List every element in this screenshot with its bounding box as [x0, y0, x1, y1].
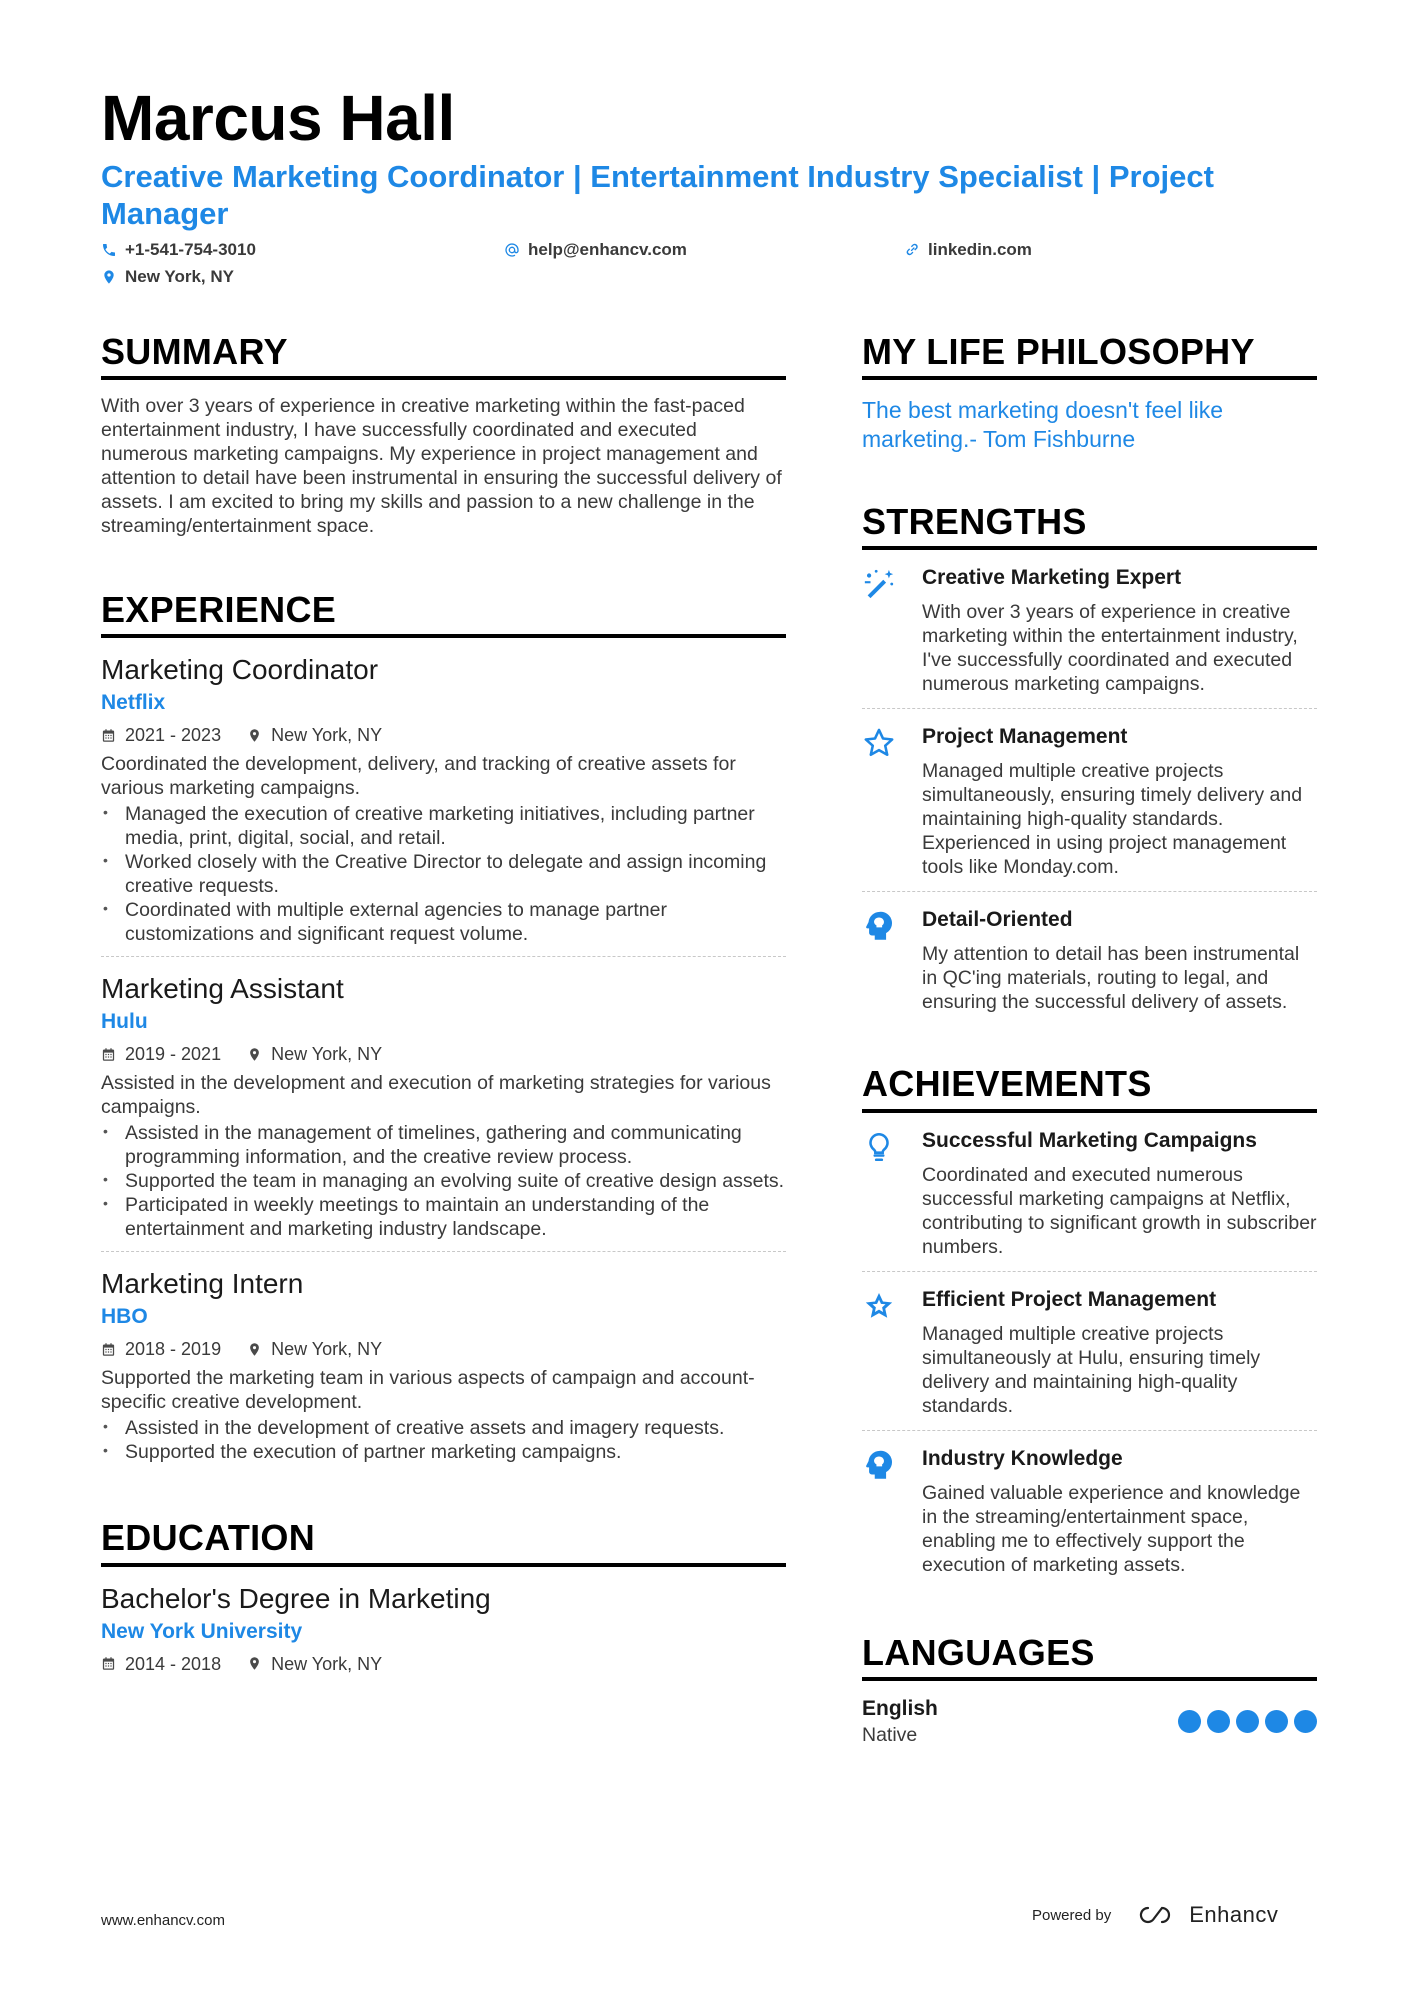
linkedin-text: linkedin.com: [928, 240, 1032, 259]
job-title: Marketing Assistant: [101, 973, 344, 1005]
strength-item: [862, 550, 1317, 709]
job-location-text: New York, NY: [271, 1339, 383, 1360]
education-location: [247, 1651, 382, 1677]
experience-section: [101, 588, 786, 1474]
job-entry: [101, 638, 786, 957]
contact-phone[interactable]: [101, 240, 256, 260]
rating-dot: [1178, 1710, 1201, 1733]
location-pin-icon: [247, 1342, 262, 1357]
achievement-title: Efficient Project Management: [922, 1287, 1217, 1311]
job-location-text: New York, NY: [271, 725, 383, 746]
achievements-heading: ACHIEVEMENTS: [862, 1062, 1317, 1112]
education-meta: [101, 1651, 786, 1677]
contact-email[interactable]: [504, 240, 687, 260]
phone-icon: [101, 242, 117, 258]
education-location-text: New York, NY: [271, 1653, 383, 1674]
education-heading: EDUCATION: [101, 1516, 786, 1566]
summary-heading: SUMMARY: [101, 330, 786, 380]
philosophy-heading: MY LIFE PHILOSOPHY: [862, 330, 1317, 380]
job-dates-text: 2018 - 2019: [125, 1339, 222, 1360]
languages-heading: LANGUAGES: [862, 1631, 1317, 1681]
achievement-item: [862, 1431, 1317, 1589]
strength-item: [862, 892, 1317, 1026]
calendar-icon: [101, 1656, 116, 1671]
brand-name: Enhancv: [1189, 1902, 1279, 1927]
star-outline-icon: [862, 726, 896, 760]
languages-section: [862, 1631, 1317, 1748]
summary-section: [101, 330, 786, 538]
strength-text: Managed multiple creative projects simultaneously, ensuring timely delivery and maintaining high-quality standards. Experienced in using project management tools like Monday.com.: [922, 760, 1303, 879]
education-entry: [101, 1567, 786, 1687]
degree-title: Bachelor's Degree in Marketing: [101, 1582, 491, 1614]
enhancv-logo-icon: [1137, 1904, 1181, 1926]
phone-text: +1-541-754-3010: [125, 240, 256, 259]
philosophy-section: [862, 330, 1317, 454]
achievement-title: Industry Knowledge: [922, 1446, 1123, 1470]
left-column: [101, 330, 786, 1687]
strengths-heading: STRENGTHS: [862, 500, 1317, 550]
magic-wand-icon: [862, 567, 896, 601]
location-pin-icon: [247, 1047, 262, 1062]
bullet-item: • Supported the team in managing an evolving suite of creative design assets.: [101, 1169, 786, 1193]
philosophy-quote: The best marketing doesn't feel like marketing.- Tom Fishburne: [862, 397, 1224, 453]
summary-text: With over 3 years of experience in creative marketing within the fast-paced entertainment industry, I have successfully coordinated and executed numerous marketing campaigns. My experience in project management and attention to detail have been instrumental in ensuring the successful delivery of assets. I am excited to bring my skills and passion to a new challenge in the streaming/entertainment space.: [101, 395, 782, 538]
experience-heading: EXPERIENCE: [101, 588, 786, 638]
job-location: [247, 1041, 382, 1067]
candidate-title: Creative Marketing Coordinator | Entertainment Industry Specialist | Project Manager: [101, 159, 1214, 231]
job-bullets: [101, 1121, 786, 1241]
job-dates-text: 2021 - 2023: [125, 725, 222, 746]
rating-dot: [1265, 1710, 1288, 1733]
strength-text: With over 3 years of experience in creative marketing within the entertainment industry, I've successfully coordinated and executed numerous marketing campaigns.: [922, 601, 1298, 696]
achievement-item: [862, 1113, 1317, 1272]
job-meta: [101, 1336, 786, 1362]
bullet-item: • Assisted in the management of timelines, gathering and communicating programming information, and the creative review process.: [101, 1121, 786, 1169]
footer-website[interactable]: www.enhancv.com: [101, 1912, 225, 1929]
job-location: [247, 722, 382, 748]
language-item: [862, 1695, 1317, 1748]
rating-dot: [1236, 1710, 1259, 1733]
link-icon: [904, 242, 920, 258]
education-dates: [101, 1651, 221, 1677]
language-rating: [1178, 1710, 1317, 1733]
job-meta: [101, 1041, 786, 1067]
achievement-item: [862, 1272, 1317, 1431]
contact-location: [101, 267, 234, 287]
achievements-section: [862, 1062, 1317, 1588]
bullet-item: • Assisted in the development of creative assets and imagery requests.: [101, 1416, 786, 1440]
strengths-section: [862, 500, 1317, 1026]
job-description: Coordinated the development, delivery, and tracking of creative assets for various marketing campaigns.: [101, 753, 736, 800]
school-name: New York University: [101, 1619, 303, 1643]
language-name: English: [862, 1696, 938, 1720]
location-pin-icon: [101, 269, 117, 285]
location-pin-icon: [247, 1656, 262, 1671]
lightbulb-icon: [862, 1130, 896, 1164]
job-title: Marketing Intern: [101, 1268, 304, 1300]
contact-linkedin[interactable]: [904, 240, 1032, 260]
strength-title: Detail-Oriented: [922, 908, 1073, 932]
rating-dot: [1207, 1710, 1230, 1733]
location-text: New York, NY: [125, 267, 234, 286]
job-entry: [101, 1252, 786, 1474]
job-title: Marketing Coordinator: [101, 654, 379, 686]
email-text: help@enhancv.com: [528, 240, 687, 259]
brand-logo: [1137, 1902, 1278, 1928]
footer-powered-by[interactable]: [1032, 1902, 1278, 1928]
job-description: Assisted in the development and execution of marketing strategies for various campaigns.: [101, 1072, 771, 1119]
job-bullets: [101, 1416, 786, 1464]
powered-by-text: Powered by: [1032, 1906, 1112, 1924]
achievement-text: Managed multiple creative projects simultaneously at Hulu, ensuring timely delivery and maintaining high-quality standards.: [922, 1322, 1261, 1417]
job-location: [247, 1336, 382, 1362]
strength-title: Project Management: [922, 725, 1128, 749]
job-location-text: New York, NY: [271, 1044, 383, 1065]
candidate-name: Marcus Hall: [101, 82, 455, 154]
job-entry: [101, 957, 786, 1252]
job-description: Supported the marketing team in various aspects of campaign and account-specific creative development.: [101, 1367, 755, 1414]
bullet-item: • Supported the execution of partner marketing campaigns.: [101, 1440, 786, 1464]
job-dates: [101, 1336, 221, 1362]
job-dates: [101, 722, 221, 748]
bullet-item: • Worked closely with the Creative Director to delegate and assign incoming creative requests.: [101, 850, 786, 898]
achievement-text: Gained valuable experience and knowledge in the streaming/entertainment space, enabling me to effectively support the execution of marketing assets.: [922, 1481, 1301, 1576]
star-icon: [862, 1289, 896, 1323]
education-dates-text: 2014 - 2018: [125, 1653, 222, 1674]
achievement-title: Successful Marketing Campaigns: [922, 1128, 1257, 1152]
bullet-item: • Coordinated with multiple external agencies to manage partner customizations and significant request volume.: [101, 898, 786, 946]
company-name: HBO: [101, 1305, 148, 1329]
achievement-text: Coordinated and executed numerous successful marketing campaigns at Netflix, contributing to significant growth in subscriber numbers.: [922, 1163, 1317, 1258]
calendar-icon: [101, 1342, 116, 1357]
bullet-item: • Managed the execution of creative marketing initiatives, including partner media, print, digital, social, and retail.: [101, 802, 786, 850]
calendar-icon: [101, 728, 116, 743]
rating-dot: [1294, 1710, 1317, 1733]
education-section: [101, 1516, 786, 1686]
job-bullets: [101, 802, 786, 946]
calendar-icon: [101, 1047, 116, 1062]
strength-text: My attention to detail has been instrumental in QC'ing materials, routing to legal, and ensuring the successful delivery of assets.: [922, 943, 1300, 1014]
job-dates-text: 2019 - 2021: [125, 1044, 222, 1065]
head-brain-icon: [862, 1448, 896, 1482]
location-pin-icon: [247, 728, 262, 743]
job-dates: [101, 1041, 221, 1067]
company-name: Netflix: [101, 691, 166, 715]
bullet-item: • Participated in weekly meetings to maintain an understanding of the entertainment and marketing industry landscape.: [101, 1193, 786, 1241]
strength-item: [862, 709, 1317, 892]
at-icon: [504, 242, 520, 258]
head-brain-icon: [862, 909, 896, 943]
job-meta: [101, 722, 786, 748]
company-name: Hulu: [101, 1010, 148, 1034]
strength-title: Creative Marketing Expert: [922, 566, 1182, 590]
right-column: [862, 330, 1317, 1748]
language-level: Native: [862, 1723, 918, 1746]
